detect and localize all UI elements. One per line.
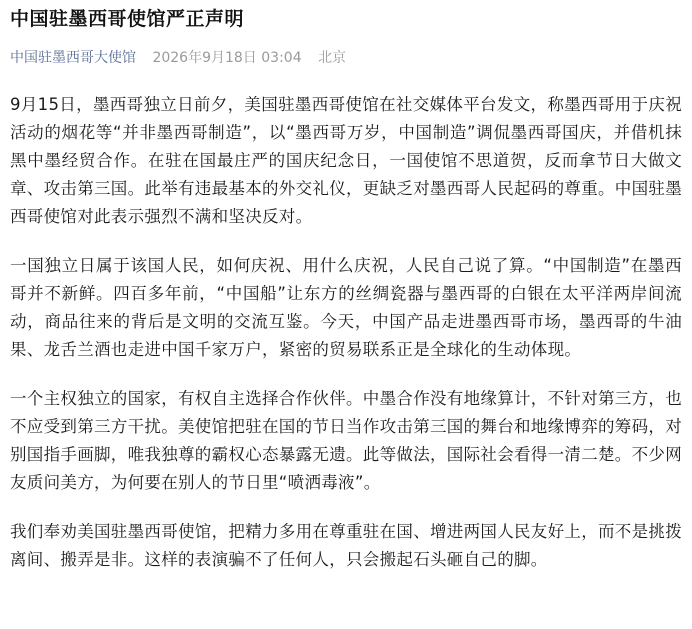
paragraph: 我们奉劝美国驻墨西哥使馆，把精力多用在尊重驻在国、增进两国人民友好上，而不是挑拨离间、搬弄是非。这样的表演骗不了任何人，只会搬起石头砸自己的脚。 <box>10 522 682 569</box>
publish-date: 2026年9月18日 03:04 <box>152 50 302 66</box>
article-meta <box>10 48 682 68</box>
article-title: 中国驻墨西哥使馆严正声明 <box>10 8 245 30</box>
article-body <box>10 91 682 574</box>
paragraph: 9月15日，墨西哥独立日前夕，美国驻墨西哥使馆在社交媒体平台发文，称墨西哥用于庆祝活动的烟花等“并非墨西哥制造”，以“墨西哥万岁，中国制造”调侃墨西哥国庆，并借机抹黑中墨经贸合作。在驻在国最庄严的国庆纪念日，一国使馆不思道贺，反而拿节日大做文章、攻击第三国。此举有违最基本的外交礼仪，更缺乏对墨西哥人民起码的尊重。中国驻墨西哥使馆对此表示强烈不满和坚决反对。 <box>10 95 682 226</box>
paragraph: 一个主权独立的国家，有权自主选择合作伙伴。中墨合作没有地缘算计，不针对第三方，也不应受到第三方干扰。美使馆把驻在国的节日当作攻击第三国的舞台和地缘博弈的筹码，对别国指手画脚，唯我独尊的霸权心态暴露无遗。此等做法，国际社会看得一清二楚。不少网友质问美方，为何要在别人的节日里“喷洒毒液”。 <box>10 389 682 492</box>
paragraph: 一国独立日属于该国人民，如何庆祝、用什么庆祝，人民自己说了算。“中国制造”在墨西哥并不新鲜。四百多年前，“中国船”让东方的丝绸瓷器与墨西哥的白银在太平洋两岸间流动，商品往来的背后是文明的交流互鉴。今天，中国产品走进墨西哥市场，墨西哥的牛油果、龙舌兰酒也走进中国千家万户，紧密的贸易联系正是全球化的生动体现。 <box>10 256 682 359</box>
publish-location: 北京 <box>318 50 347 66</box>
source-account-link[interactable]: 中国驻墨西哥大使馆 <box>10 50 136 66</box>
